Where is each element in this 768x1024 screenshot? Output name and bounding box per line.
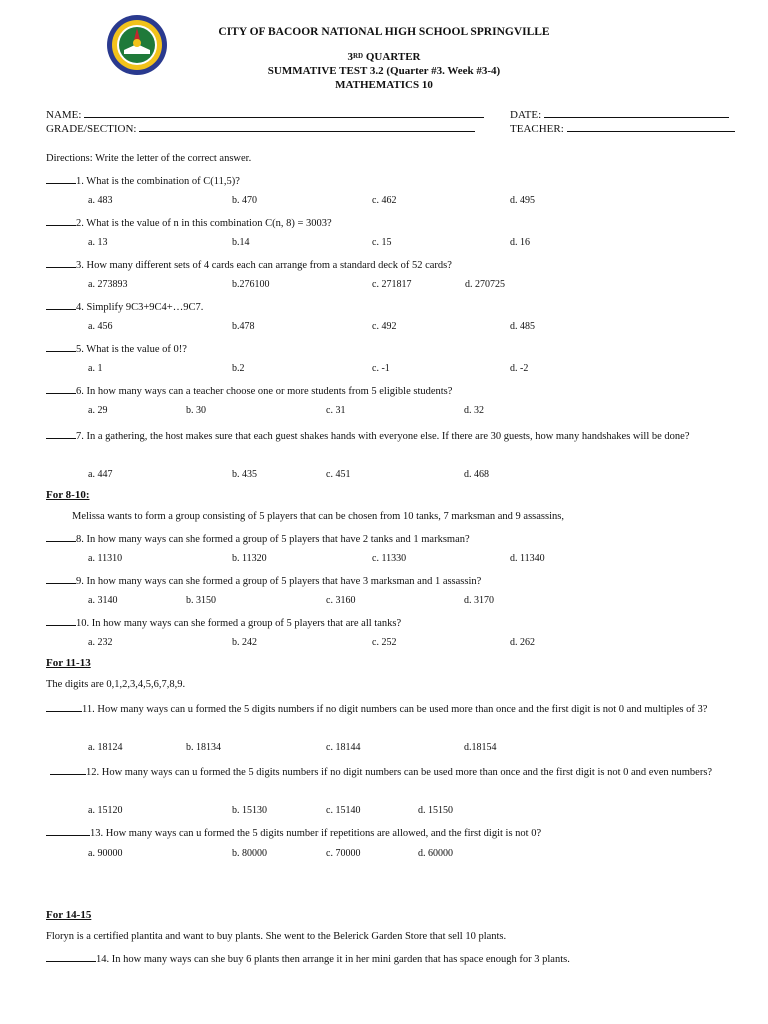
name-field[interactable]: NAME: <box>46 107 484 122</box>
option-b[interactable]: b. 435 <box>232 469 257 480</box>
question-12: 12. How many ways can u formed the 5 digits numbers if no digit numbers can be used more than once and the first digit is not 0 and even numbers? <box>50 762 740 783</box>
option-a[interactable]: a. 13 <box>88 237 108 248</box>
option-d[interactable]: d. 468 <box>464 469 489 480</box>
section-text-14-15: Floryn is a certified plantita and want to buy plants. She went to the Belerick Garden Store that sell 10 plants. <box>46 931 507 942</box>
option-b[interactable]: b. 30 <box>186 405 206 416</box>
question-8: 8. In how many ways can she formed a group of 5 players that have 2 tanks and 1 marksman? <box>46 531 470 546</box>
option-c[interactable]: c. 252 <box>372 637 397 648</box>
section-heading-8-10: For 8-10: <box>46 489 90 501</box>
question-5: 5. What is the value of 0!? <box>46 341 187 356</box>
option-c[interactable]: c. 271817 <box>372 279 412 290</box>
option-a[interactable]: a. 3140 <box>88 595 118 606</box>
option-d[interactable]: d. 495 <box>510 195 535 206</box>
option-d[interactable]: d. 3170 <box>464 595 494 606</box>
question-11: 11. How many ways can u formed the 5 digits numbers if no digit numbers can be used more than once and the first digit is not 0 and multiples of 3? <box>46 699 740 720</box>
option-c[interactable]: c. 31 <box>326 405 346 416</box>
teacher-field[interactable]: TEACHER: <box>510 121 735 136</box>
option-c[interactable]: c. 451 <box>326 469 351 480</box>
option-b[interactable]: b. 11320 <box>232 553 267 564</box>
option-a[interactable]: a. 273893 <box>88 279 128 290</box>
option-d[interactable]: d. 60000 <box>418 848 453 859</box>
option-b[interactable]: b. 18134 <box>186 742 221 753</box>
option-b[interactable]: b. 470 <box>232 195 257 206</box>
option-a[interactable]: a. 90000 <box>88 848 123 859</box>
option-a[interactable]: a. 1 <box>88 363 103 374</box>
option-d[interactable]: d. -2 <box>510 363 529 374</box>
option-c[interactable]: c. 15 <box>372 237 392 248</box>
directions: Directions: Write the letter of the correct answer. <box>46 153 252 164</box>
option-b[interactable]: b.2 <box>232 363 245 374</box>
date-field[interactable]: DATE: <box>510 107 729 122</box>
option-c[interactable]: c. 462 <box>372 195 397 206</box>
question-13: 13. How many ways can u formed the 5 digits number if repetitions are allowed, and the first digit is not 0? <box>46 825 541 840</box>
option-a[interactable]: a. 18124 <box>88 742 123 753</box>
option-d[interactable]: d. 15150 <box>418 805 453 816</box>
question-9: 9. In how many ways can she formed a group of 5 players that have 3 marksman and 1 assassin? <box>46 573 481 588</box>
option-a[interactable]: a. 456 <box>88 321 113 332</box>
option-a[interactable]: a. 11310 <box>88 553 123 564</box>
quarter-line: 3RD QUARTER <box>347 51 421 63</box>
option-c[interactable]: c. 492 <box>372 321 397 332</box>
option-b[interactable]: b. 15130 <box>232 805 267 816</box>
option-c[interactable]: c. 3160 <box>326 595 356 606</box>
school-name: CITY OF BACOOR NATIONAL HIGH SCHOOL SPRINGVILLE <box>218 26 550 38</box>
option-c[interactable]: c. 11330 <box>372 553 407 564</box>
option-b[interactable]: b.478 <box>232 321 255 332</box>
option-d[interactable]: d. 32 <box>464 405 484 416</box>
question-14: 14. In how many ways can she buy 6 plants then arrange it in her mini garden that has space enough for 3 plants. <box>46 951 570 966</box>
option-a[interactable]: a. 29 <box>88 405 108 416</box>
option-b[interactable]: b. 80000 <box>232 848 267 859</box>
option-b[interactable]: b.276100 <box>232 279 270 290</box>
option-d[interactable]: d. 262 <box>510 637 535 648</box>
option-c[interactable]: c. 70000 <box>326 848 361 859</box>
section-heading-14-15: For 14-15 <box>46 909 92 921</box>
question-1: 1. What is the combination of C(11,5)? <box>46 173 240 188</box>
grade-section-field[interactable]: GRADE/SECTION: <box>46 121 475 136</box>
option-d[interactable]: d. 485 <box>510 321 535 332</box>
subject-title: MATHEMATICS 10 <box>335 79 433 91</box>
option-d[interactable]: d.18154 <box>464 742 497 753</box>
section-heading-11-13: For 11-13 <box>46 657 91 669</box>
option-b[interactable]: b. 242 <box>232 637 257 648</box>
option-b[interactable]: b. 3150 <box>186 595 216 606</box>
option-a[interactable]: a. 447 <box>88 469 113 480</box>
option-d[interactable]: d. 16 <box>510 237 530 248</box>
option-a[interactable]: a. 15120 <box>88 805 123 816</box>
option-a[interactable]: a. 232 <box>88 637 113 648</box>
section-text-8-10: Melissa wants to form a group consisting of 5 players that can be chosen from 10 tanks, 7 marksman and 9 assassins, <box>72 511 564 522</box>
question-4: 4. Simplify 9C3+9C4+…9C7. <box>46 299 203 314</box>
option-d[interactable]: d. 11340 <box>510 553 545 564</box>
question-2: 2. What is the value of n in this combination C(n, 8) = 3003? <box>46 215 332 230</box>
option-c[interactable]: c. 18144 <box>326 742 361 753</box>
option-c[interactable]: c. 15140 <box>326 805 361 816</box>
option-d[interactable]: d. 270725 <box>465 279 505 290</box>
test-title: SUMMATIVE TEST 3.2 (Quarter #3. Week #3-4) <box>267 65 501 77</box>
question-3: 3. How many different sets of 4 cards each can arrange from a standard deck of 52 cards? <box>46 257 452 272</box>
question-6: 6. In how many ways can a teacher choose one or more students from 5 eligible students? <box>46 383 452 398</box>
option-b[interactable]: b.14 <box>232 237 250 248</box>
section-text-11-13: The digits are 0,1,2,3,4,5,6,7,8,9. <box>46 679 186 690</box>
question-7: 7. In a gathering, the host makes sure that each guest shakes hands with everyone else. If there are 30 guests, how many handshakes will be done? <box>46 426 740 447</box>
option-c[interactable]: c. -1 <box>372 363 390 374</box>
option-a[interactable]: a. 483 <box>88 195 113 206</box>
question-10: 10. In how many ways can she formed a group of 5 players that are all tanks? <box>46 615 401 630</box>
